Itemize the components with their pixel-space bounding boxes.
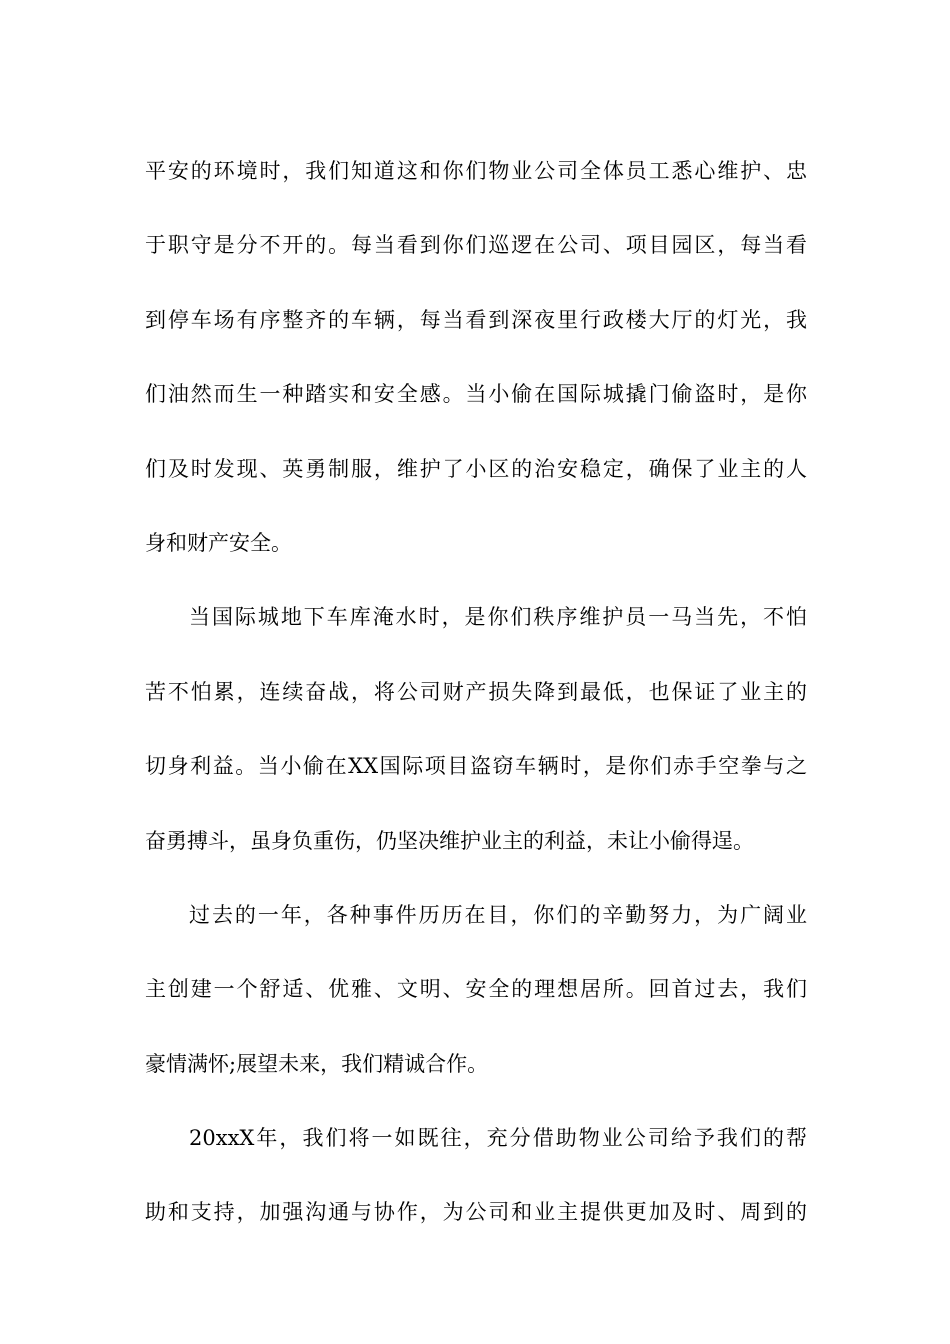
document-body [145, 134, 807, 1250]
text-line: 到停车场有序整齐的车辆，每当看到深夜里行政楼大厅的灯光，我 [145, 307, 807, 332]
text-line: 豪情满怀;展望未来，我们精诚合作。 [145, 1051, 489, 1076]
text-line: 平安的环境时，我们知道这和你们物业公司全体员工悉心维护、忠 [145, 159, 807, 183]
text-line: 们油然而生一种踏实和安全感。当小偷在国际城撬门偷盗时，是你 [145, 382, 807, 407]
text-line: 身和财产安全。 [145, 530, 292, 555]
text-line: 主创建一个舒适、优雅、文明、安全的理想居所。回首过去，我们 [145, 977, 807, 1002]
text-line: 助和支持，加强沟通与协作，为公司和业主提供更加及时、周到的 [145, 1200, 807, 1225]
text-line: 当国际城地下车库淹水时，是你们秩序维护员一马当先，不怕 [189, 605, 807, 630]
text-line: 于职守是分不开的。每当看到你们巡逻在公司、项目园区，每当看 [145, 233, 807, 258]
text-line: 苦不怕累，连续奋战，将公司财产损失降到最低，也保证了业主的 [145, 679, 807, 704]
text-line: 们及时发现、英勇制服，维护了小区的治安稳定，确保了业主的人 [145, 456, 807, 481]
text-line: 20xxX年，我们将一如既往，充分借助物业公司给予我们的帮 [189, 1126, 807, 1151]
text-line: 切身利益。当小偷在XX国际项目盗窃车辆时，是你们赤手空拳与之 [145, 754, 807, 779]
text-line: 过去的一年，各种事件历历在目，你们的辛勤努力，为广阔业 [189, 902, 807, 927]
text-line: 奋勇搏斗，虽身负重伤，仍坚决维护业主的利益，未让小偷得逞。 [145, 828, 754, 853]
